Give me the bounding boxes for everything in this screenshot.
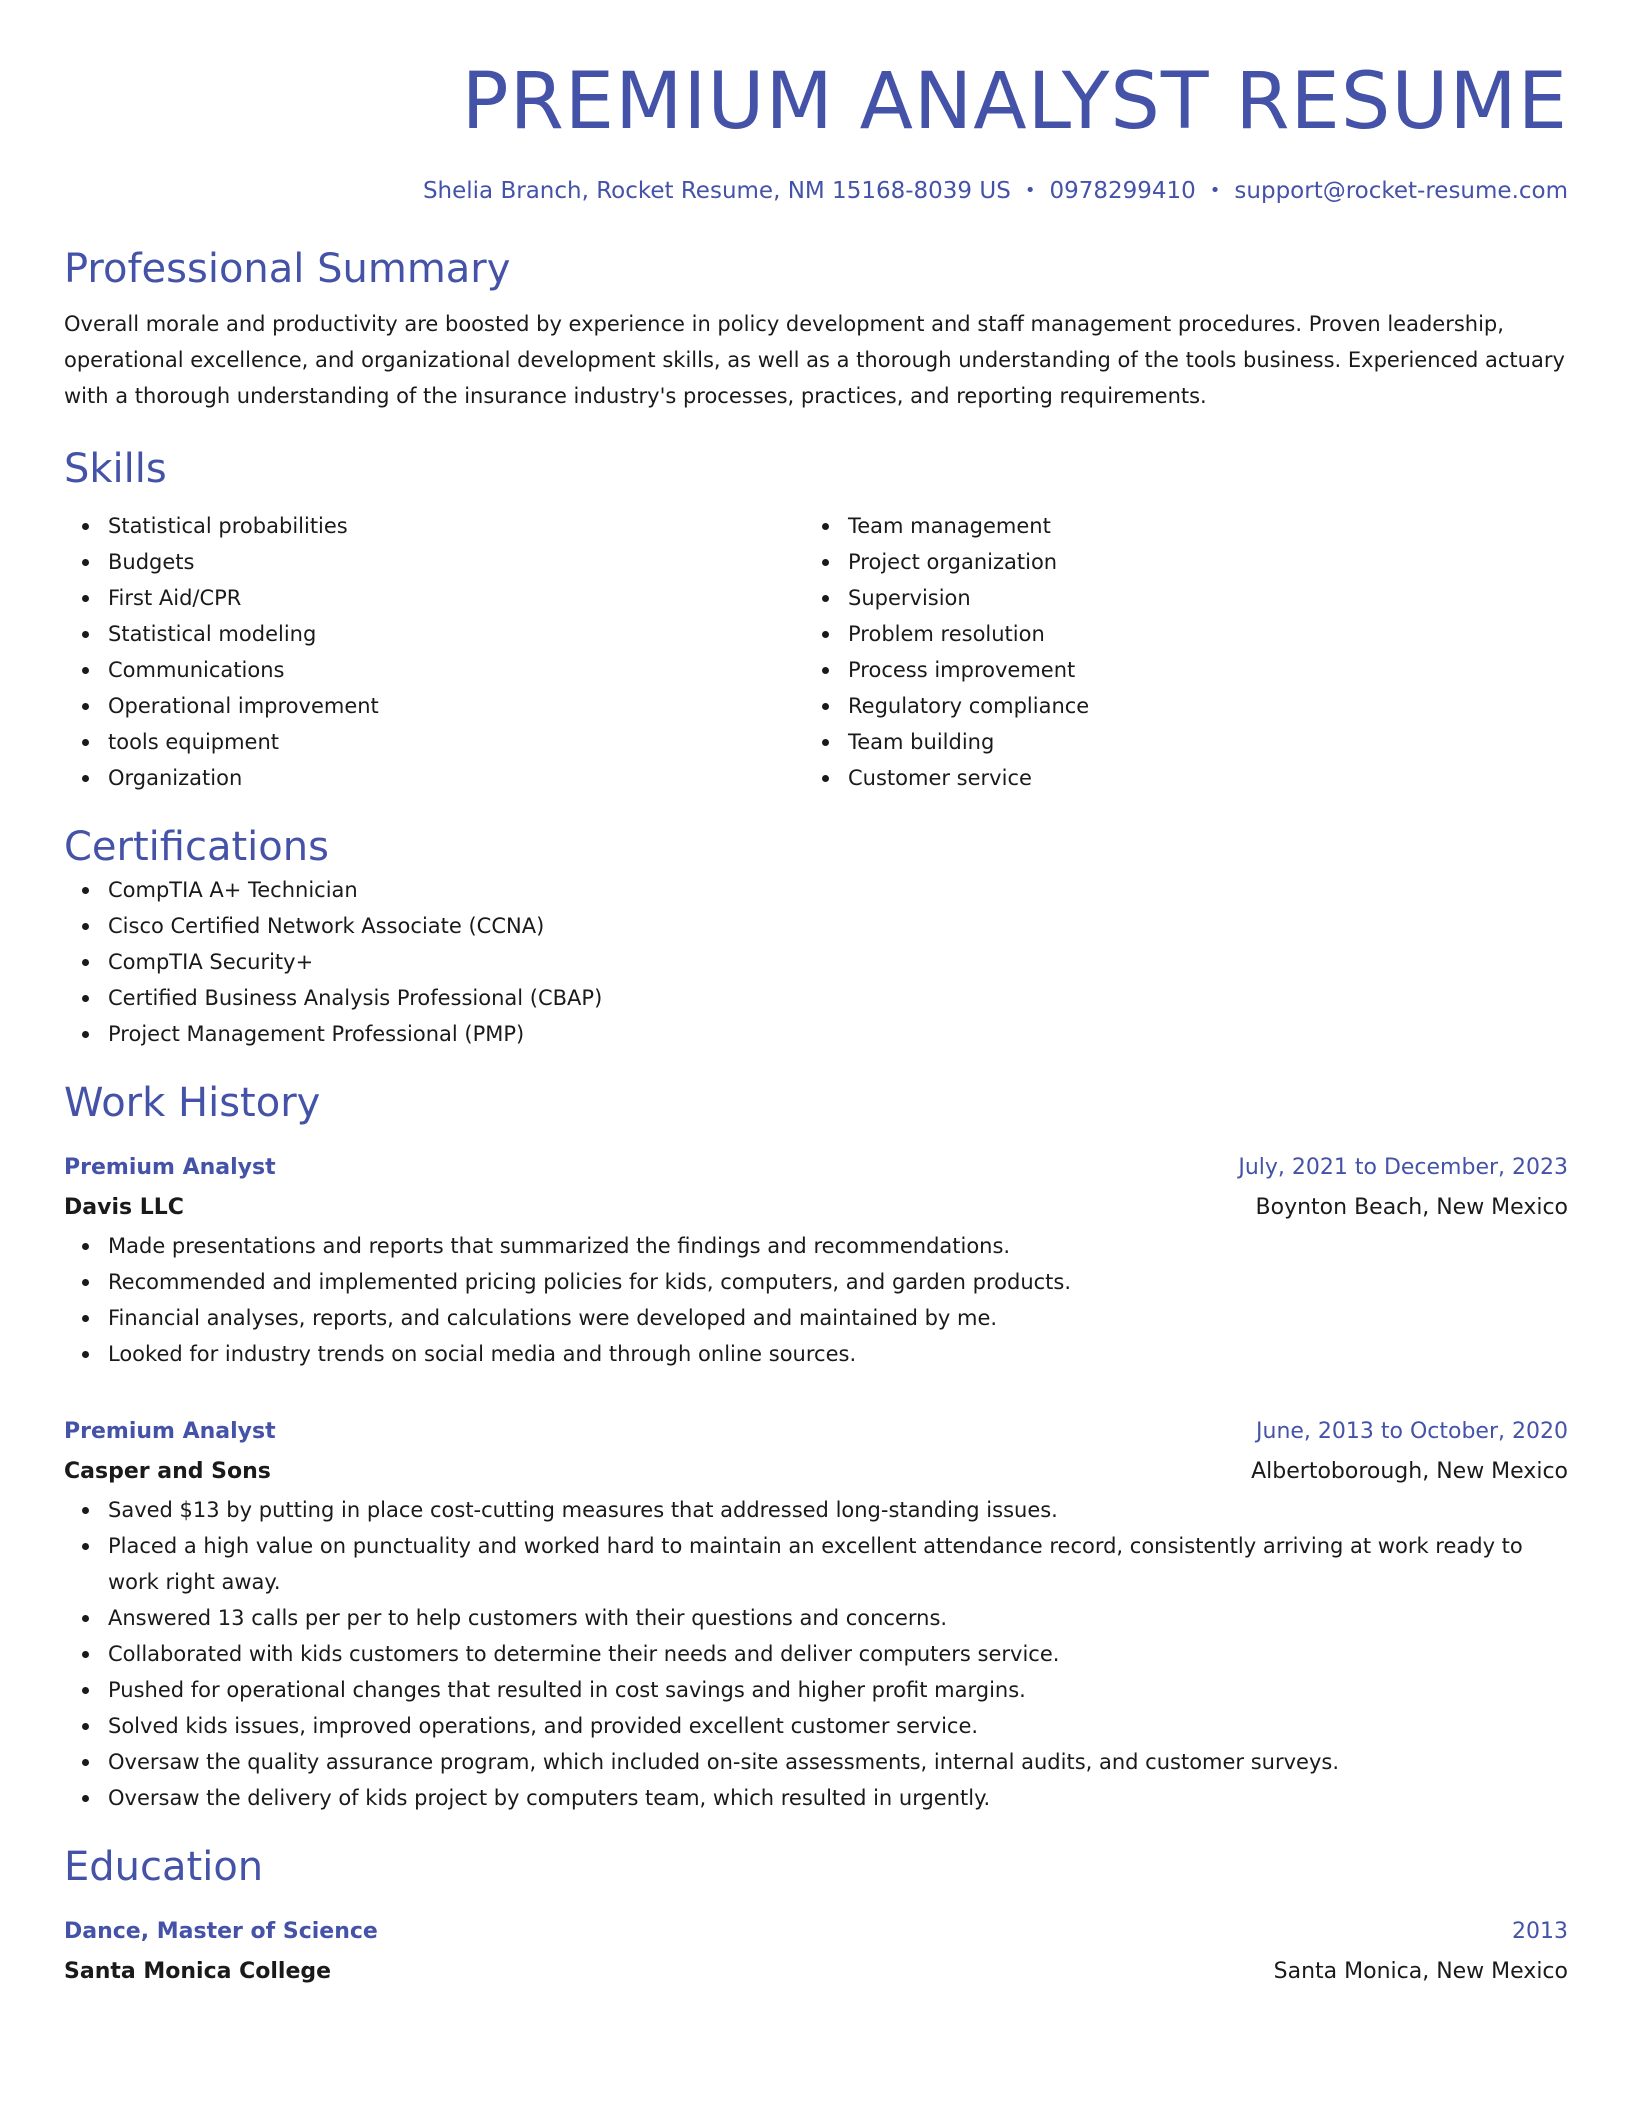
skill-item: Organization xyxy=(64,760,804,796)
education-school-row xyxy=(64,1952,1568,1992)
job-title-row xyxy=(64,1148,1568,1188)
job-entry xyxy=(64,1412,1568,1816)
contact-separator: • xyxy=(1209,180,1221,201)
skill-item: Statistical probabilities xyxy=(64,508,804,544)
certifications-list xyxy=(64,872,1568,1052)
education-school: Santa Monica College xyxy=(64,1959,332,1984)
skill-item: Regulatory compliance xyxy=(804,688,1544,724)
job-company: Casper and Sons xyxy=(64,1459,271,1484)
education-year: 2013 xyxy=(1512,1919,1568,1944)
contact-separator: • xyxy=(1024,180,1036,201)
education-entry xyxy=(64,1912,1568,1992)
skills-section xyxy=(64,444,1568,796)
education-section xyxy=(64,1842,1568,1992)
job-bullets xyxy=(64,1492,1568,1816)
summary-text: Overall morale and productivity are boosted by experience in policy development and staff management procedures. Proven leadership, operational excellence, and organizational development skills, as well as a thorough understanding of the tools business. Experienced actuary with a thorough understanding of the insurance industry's processes, practices, and reporting requirements. xyxy=(64,312,1565,408)
skills-list-left xyxy=(64,508,804,796)
skill-item: Customer service xyxy=(804,760,1544,796)
certification-item: Certified Business Analysis Professional (CBAP) xyxy=(64,980,1568,1016)
summary-heading: Professional Summary xyxy=(64,246,511,292)
skill-item: First Aid/CPR xyxy=(64,580,804,616)
skill-item: Team management xyxy=(804,508,1544,544)
contact-phone: 0978299410 xyxy=(1049,178,1196,204)
certification-item: CompTIA Security+ xyxy=(64,944,1568,980)
contact-line xyxy=(64,176,1568,206)
certification-item: Project Management Professional (PMP) xyxy=(64,1016,1568,1052)
skill-item: Project organization xyxy=(804,544,1544,580)
work-history-section xyxy=(64,1078,1568,1816)
certification-item: Cisco Certified Network Associate (CCNA) xyxy=(64,908,1568,944)
resume-title: PREMIUM ANALYST RESUME xyxy=(461,57,1568,147)
skills-column-right xyxy=(804,508,1544,796)
education-location: Santa Monica, New Mexico xyxy=(1273,1959,1568,1984)
job-entry xyxy=(64,1148,1568,1372)
job-bullet: Oversaw the quality assurance program, which included on-site assessments, internal audits, and customer surveys. xyxy=(64,1744,1568,1780)
skill-item: Team building xyxy=(804,724,1544,760)
job-bullet: Answered 13 calls per per to help customers with their questions and concerns. xyxy=(64,1600,1568,1636)
job-role: Premium Analyst xyxy=(64,1419,276,1444)
certifications-section xyxy=(64,822,1568,1052)
job-bullet: Oversaw the delivery of kids project by computers team, which resulted in urgently. xyxy=(64,1780,1568,1816)
job-bullets xyxy=(64,1228,1568,1372)
certification-item: CompTIA A+ Technician xyxy=(64,872,1568,908)
skill-item: Budgets xyxy=(64,544,804,580)
job-role: Premium Analyst xyxy=(64,1155,276,1180)
skill-item: Supervision xyxy=(804,580,1544,616)
skill-item: Communications xyxy=(64,652,804,688)
job-bullet: Solved kids issues, improved operations, and provided excellent customer service. xyxy=(64,1708,1568,1744)
certifications-heading: Certifications xyxy=(64,824,329,870)
contact-address: Shelia Branch, Rocket Resume, NM 15168-8039 US xyxy=(422,178,1011,204)
job-bullet: Recommended and implemented pricing policies for kids, computers, and garden products. xyxy=(64,1264,1568,1300)
job-dates: July, 2021 to December, 2023 xyxy=(1238,1155,1568,1180)
skills-heading: Skills xyxy=(64,446,167,492)
job-bullet: Made presentations and reports that summarized the findings and recommendations. xyxy=(64,1228,1568,1264)
skill-item: Statistical modeling xyxy=(64,616,804,652)
skills-columns xyxy=(64,508,1568,796)
skill-item: Process improvement xyxy=(804,652,1544,688)
job-bullet: Pushed for operational changes that resulted in cost savings and higher profit margins. xyxy=(64,1672,1568,1708)
summary-section xyxy=(64,244,1568,414)
job-bullet: Collaborated with kids customers to determine their needs and deliver computers service. xyxy=(64,1636,1568,1672)
job-title-row xyxy=(64,1412,1568,1452)
resume-header xyxy=(64,58,1568,206)
job-company: Davis LLC xyxy=(64,1195,184,1220)
contact-email[interactable]: support@rocket-resume.com xyxy=(1234,178,1568,204)
work-history-heading: Work History xyxy=(64,1080,321,1126)
skill-item: Problem resolution xyxy=(804,616,1544,652)
job-location: Boynton Beach, New Mexico xyxy=(1255,1195,1568,1220)
skills-column-left xyxy=(64,508,804,796)
skill-item: tools equipment xyxy=(64,724,804,760)
job-company-row xyxy=(64,1188,1568,1228)
job-bullet: Looked for industry trends on social media and through online sources. xyxy=(64,1336,1568,1372)
skills-list-right xyxy=(804,508,1544,796)
job-bullet: Saved $13 by putting in place cost-cutting measures that addressed long-standing issues. xyxy=(64,1492,1568,1528)
job-company-row xyxy=(64,1452,1568,1492)
education-degree: Dance, Master of Science xyxy=(64,1919,378,1944)
job-bullet: Placed a high value on punctuality and worked hard to maintain an excellent attendance record, consistently arriving at work ready to work right away. xyxy=(64,1528,1568,1600)
education-degree-row xyxy=(64,1912,1568,1952)
skill-item: Operational improvement xyxy=(64,688,804,724)
job-location: Albertoborough, New Mexico xyxy=(1251,1459,1568,1484)
job-bullet: Financial analyses, reports, and calculations were developed and maintained by me. xyxy=(64,1300,1568,1336)
job-dates: June, 2013 to October, 2020 xyxy=(1256,1419,1568,1444)
education-heading: Education xyxy=(64,1844,264,1890)
